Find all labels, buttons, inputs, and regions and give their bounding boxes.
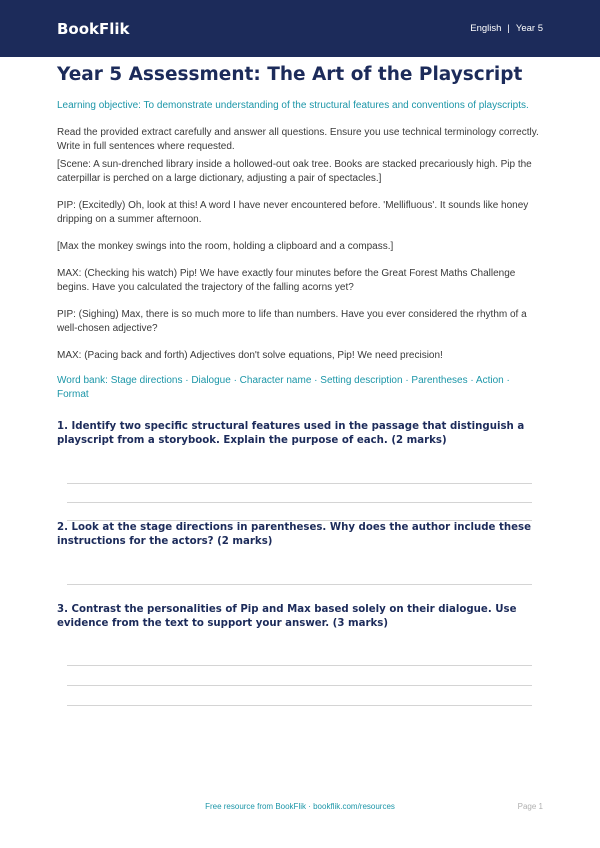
dialogue-max-2: MAX: (Pacing back and forth) Adjectives don't solve equations, Pip! We need precision!: [57, 350, 443, 361]
learning-objective: Learning objective: To demonstrate understanding of the structural features and conventions of playscripts.: [57, 100, 529, 111]
word-bank: Word bank: Stage directions · Dialogue · Character name · Setting description · Parentheses · Action · Format: [57, 375, 510, 400]
stage-direction-max: [Max the monkey swings into the room, holding a clipboard and a compass.]: [57, 241, 394, 252]
page-header: [0, 0, 600, 57]
subject-label: English: [470, 23, 502, 34]
year-label: Year 5: [515, 23, 543, 34]
answer-line[interactable]: [67, 483, 532, 484]
brand-logo[interactable]: BookFlik: [57, 19, 130, 38]
header-separator: |: [507, 23, 510, 34]
footer-credit[interactable]: Free resource from BookFlik · bookflik.com/resources: [205, 802, 395, 811]
answer-line[interactable]: [67, 584, 532, 585]
answer-line[interactable]: [67, 665, 532, 666]
question-2: 2. Look at the stage directions in parentheses. Why does the author include these instructions for the actors? (2 marks): [57, 522, 532, 547]
instructions-paragraph: Read the provided extract carefully and answer all questions. Ensure you use technical terminology correctly. Write in full sentences where requested.: [57, 127, 539, 152]
answer-line[interactable]: [67, 705, 532, 706]
answer-line[interactable]: [67, 502, 532, 503]
scene-direction: [Scene: A sun-drenched library inside a hollowed-out oak tree. Books are stacked precariously high. Pip the caterpillar is perched on a large dictionary, adjusting a pair of spectacles.]: [57, 159, 532, 184]
answer-line[interactable]: [67, 685, 532, 686]
page-number: Page 1: [517, 802, 543, 811]
page-title: Year 5 Assessment: The Art of the Playscript: [57, 64, 523, 85]
dialogue-max-1: MAX: (Checking his watch) Pip! We have exactly four minutes before the Great Forest Maths Challenge begins. Have you calculated the trajectory of the falling acorns yet?: [57, 268, 516, 293]
header-meta: [470, 23, 543, 34]
question-3: 3. Contrast the personalities of Pip and Max based solely on their dialogue. Use evidence from the text to support your answer. (3 marks): [57, 604, 517, 629]
question-1: 1. Identify two specific structural features used in the passage that distinguish a playscript from a storybook. Explain the purpose of each. (2 marks): [57, 421, 525, 446]
dialogue-pip-2: PIP: (Sighing) Max, there is so much more to life than numbers. Have you ever considered the rhythm of a well-chosen adjective?: [57, 309, 527, 334]
dialogue-pip-1: PIP: (Excitedly) Oh, look at this! A word I have never encountered before. 'Mellifluous'. It sounds like honey dripping on a summer afternoon.: [57, 200, 529, 225]
answer-line[interactable]: [67, 520, 532, 521]
